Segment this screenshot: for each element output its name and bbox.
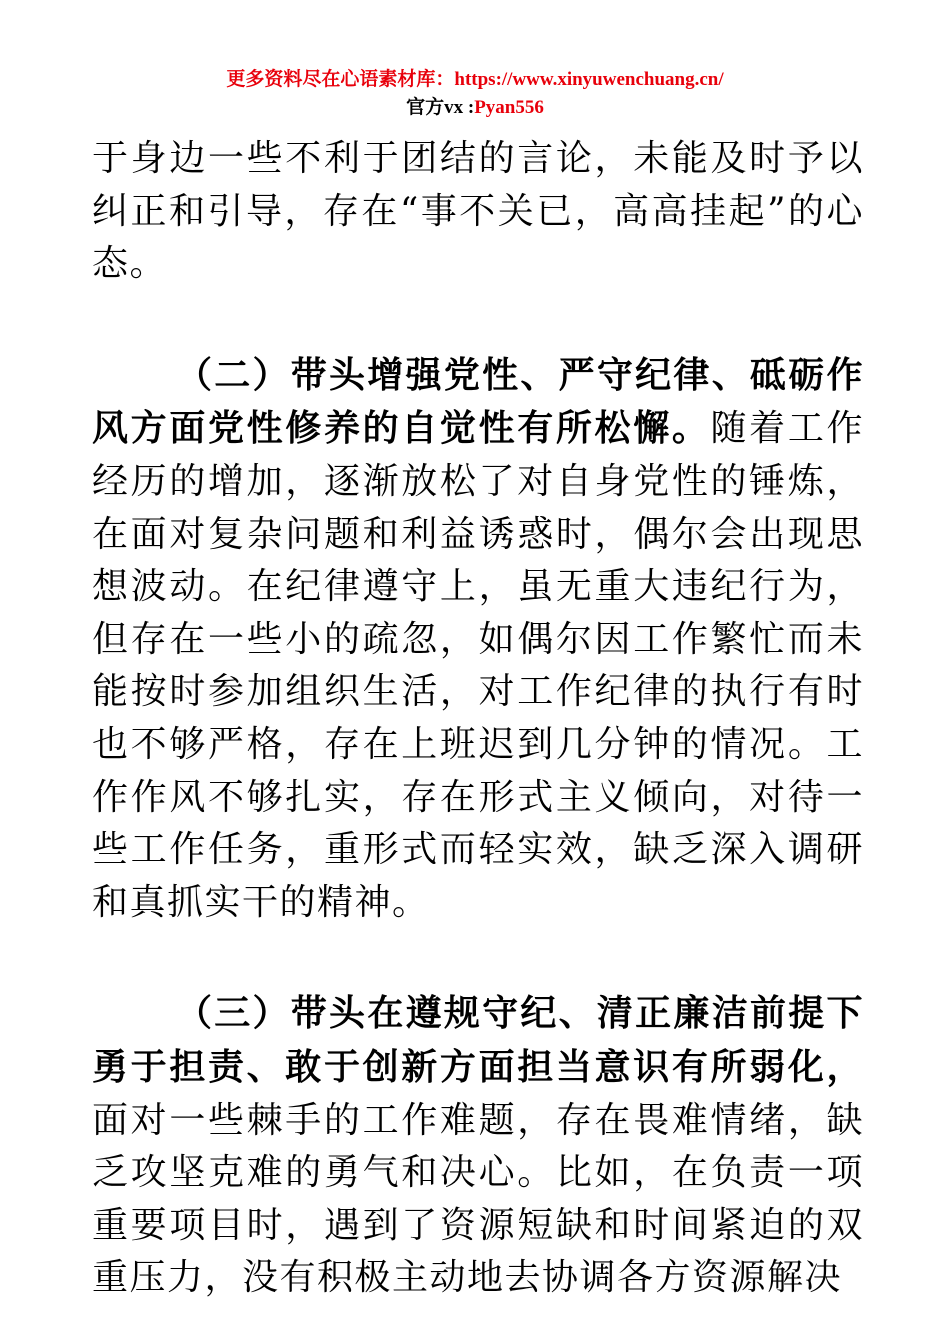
paragraph-2-heading: （二）带头增强党性、严守纪律、砥砺作风方面党性修养的自觉性有所松懈。 (92, 353, 864, 450)
paragraph-1 (92, 133, 864, 291)
header-vx-label: 官方vx : (406, 97, 475, 118)
header-line-2 (0, 94, 950, 122)
paragraph-3-heading: （三）带头在遵规守纪、清正廉洁前提下勇于担责、敢于创新方面担当意识有所弱化， (92, 992, 864, 1088)
paragraph-3-body: 面对一些棘手的工作难题，存在畏难情绪，缺乏攻坚克难的勇气和决心。比如，在负责一项重要项目时，遇到了资源短缺和时间紧迫的双重压力，没有积极主动地去协调各方资源解决 (92, 1099, 864, 1299)
paragraph-2-body: 随着工作经历的增加，逐渐放松了对自身党性的锤炼，在面对复杂问题和利益诱惑时，偶尔会出现思想波动。在纪律遵守上，虽无重大违纪行为，但存在一些小的疏忽，如偶尔因工作繁忙而未能按时参加组织生活，对工作纪律的执行有时也不够严格，存在上班迟到几分钟的情况。工作作风不够扎实，存在形式主义倾向，对待一些工作任务，重形式而轻实效，缺乏深入调研和真抓实干的精神。 (92, 408, 864, 923)
document-body (92, 133, 864, 1305)
paragraph-2 (92, 349, 864, 930)
paragraph-spacer (92, 929, 864, 987)
paragraph-spacer (92, 291, 864, 349)
page-header (0, 66, 950, 122)
header-line-1 (0, 66, 950, 94)
header-vx-id: Pyan556 (474, 97, 544, 118)
header-promo-label: 更多资料尽在心语素材库： (226, 69, 455, 90)
paragraph-3 (92, 987, 864, 1305)
paragraph-1-body: 于身边一些不利于团结的言论，未能及时予以纠正和引导，存在“事不关已，高高挂起”的心态。 (92, 138, 864, 285)
header-promo-url[interactable]: https://www.xinyuwenchuang.cn/ (454, 69, 724, 90)
